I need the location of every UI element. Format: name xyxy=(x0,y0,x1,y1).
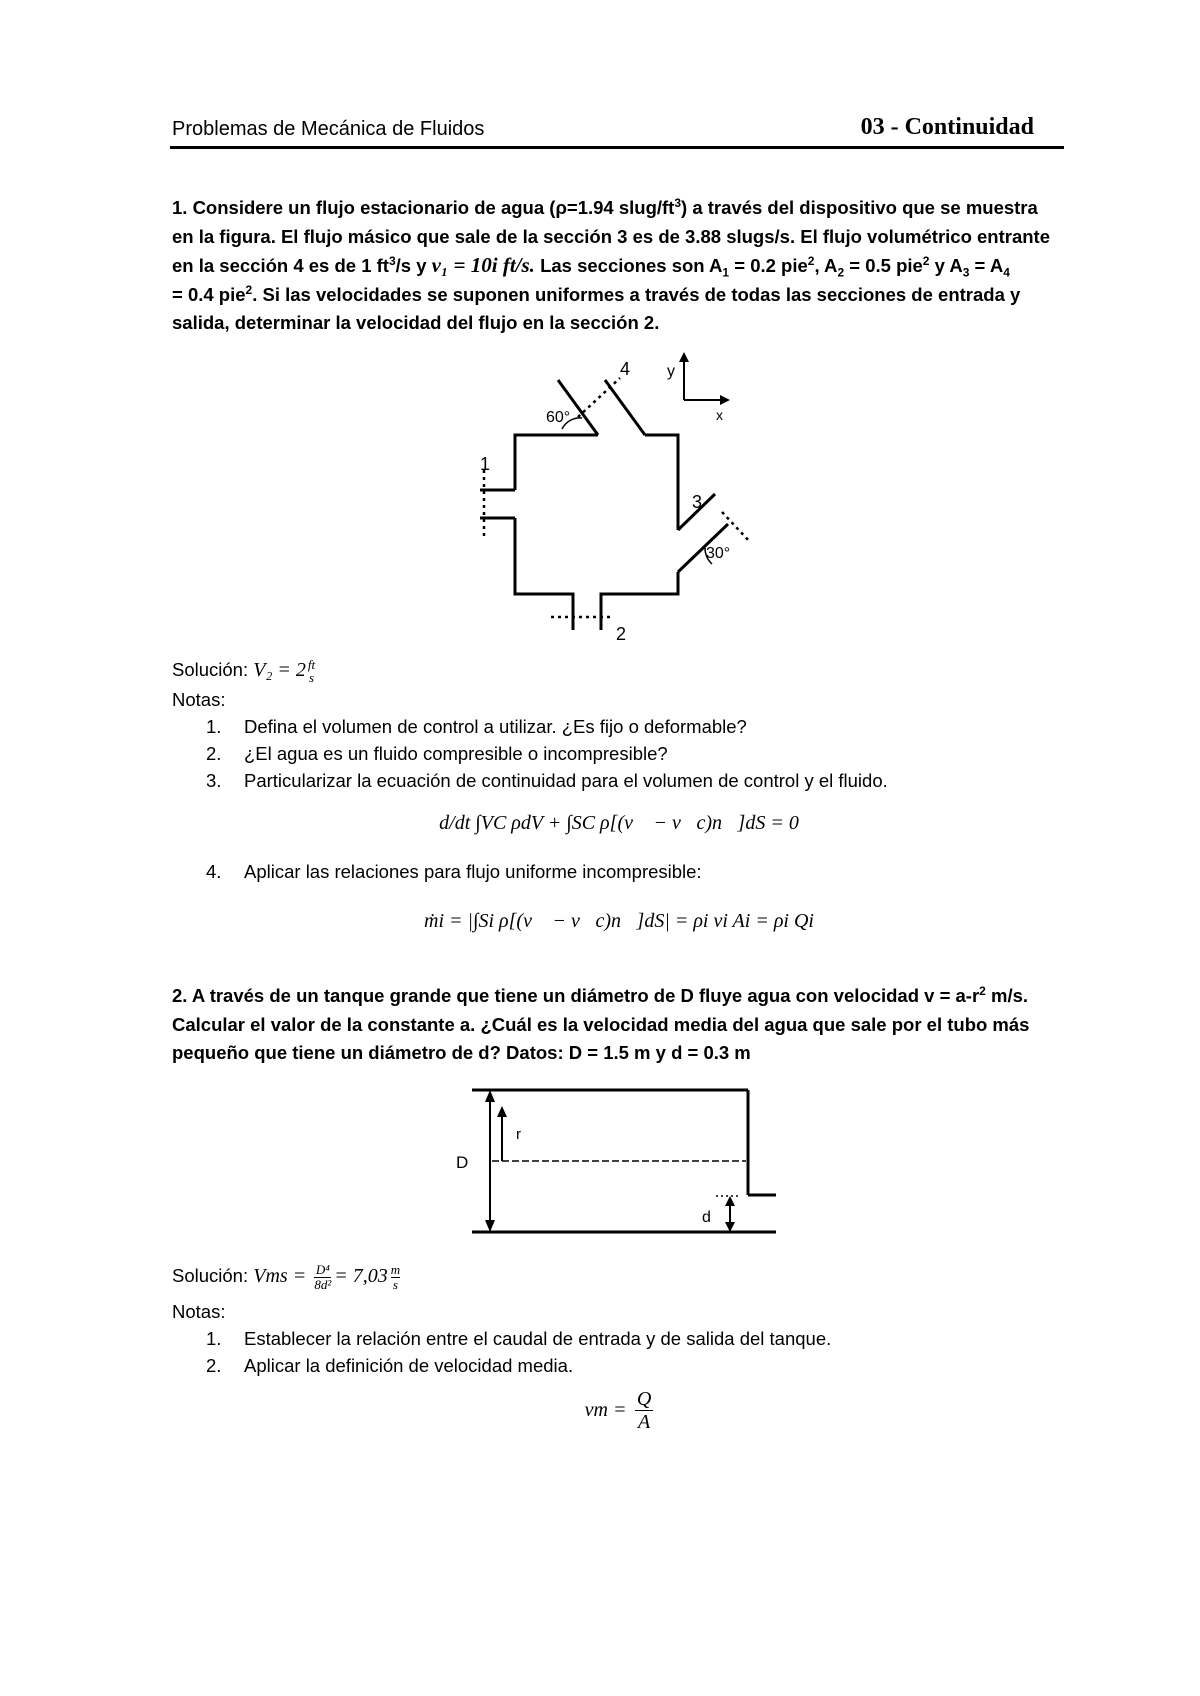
problem-1-notes-list xyxy=(172,713,1066,794)
list-item: 2. Aplicar la definición de velocidad media. xyxy=(206,1355,574,1376)
problem-1-line-4: = 0.4 pie$^2$. Si las velocidades se suponen uniformes a través de todas las secciones de entrada y xyxy=(172,282,1021,305)
problem-1-line-5: salida, determinar la velocidad del flujo en la sección 2. xyxy=(172,312,660,333)
section-3-label: 3 xyxy=(692,492,703,512)
list-item: 4. Aplicar las relaciones para flujo uniforme incompresible: xyxy=(206,861,702,882)
body-top-left-wall xyxy=(515,435,598,490)
problem-1-line-2: en la figura. El flujo másico que sale de la sección 3 es de 3.88 slugs/s. El flujo volumétrico entrante xyxy=(172,225,1051,247)
x-axis-arrow-icon xyxy=(720,395,730,405)
problem-2-line-3: pequeño que tiene un diámetro de d? Datos: D = 1.5 m y d = 0.3 m xyxy=(172,1042,751,1063)
section-2-label: 2 xyxy=(616,624,627,644)
section-1-label: 1 xyxy=(480,454,491,474)
problem-2-notes-list xyxy=(172,1325,1066,1379)
section-4-label: 4 xyxy=(620,359,631,379)
mean-velocity-equation: vm = $\frac{Q}{A}$ xyxy=(584,1388,652,1433)
header-divider xyxy=(170,146,1064,149)
angle-30-label: 30° xyxy=(706,545,731,562)
body-bottom-left-wall xyxy=(515,518,573,630)
problem-1-line-3: en la sección 4 es de 1 $ft^3/s$ y v₁ = 10i ft/s. Las secciones son $A_1 = 0.2$ pie$^2$, $A_2 = 0.5$ pie$^2$ y $A_3 = A_4$ xyxy=(172,253,1010,280)
problem-1-solution: Solución: V₂ = 2 ft s xyxy=(172,657,316,686)
angle-60-label: 60° xyxy=(546,409,571,426)
problem-2-notes-label: Notas: xyxy=(172,1301,226,1322)
dimension-arrow-down-icon xyxy=(485,1220,495,1232)
dimension-arrow-up-icon xyxy=(485,1090,495,1102)
radius-arrow-icon xyxy=(497,1106,507,1117)
list-item: 1. Defina el volumen de control a utilizar. ¿Es fijo o deformable? xyxy=(206,716,747,737)
problem-2-statement xyxy=(172,982,1066,1068)
y-axis-arrow-icon xyxy=(679,352,689,362)
header-left-title: Problemas de Mecánica de Fluidos xyxy=(172,118,485,140)
velocity-v1-expression: v₁ = 10i ft/s. xyxy=(431,253,535,277)
device-figure xyxy=(460,352,790,652)
mass-flow-equation: ṁi = |∫Si ρ[(v⃗ − v⃗c)n⃗]dS| = ρi vi Ai = ρi Qi xyxy=(424,910,814,932)
problem-1-statement xyxy=(172,194,1066,338)
header-right-title: 03 - Continuidad xyxy=(860,114,1034,140)
list-item: 3. Particularizar la ecuación de continuidad para el volumen de control y el fluido. xyxy=(206,770,888,791)
axis-y-label: y xyxy=(667,363,675,380)
diameter-d-label: d xyxy=(702,1209,711,1226)
body-bottom-right-wall xyxy=(601,572,678,630)
diameter-D-label: D xyxy=(456,1153,469,1172)
list-item: 2. ¿El agua es un fluido compresible o incompresible? xyxy=(206,743,668,764)
problem-2-solution: Solución: Vms = $\frac{\text{D⁴}}{\text{8d²}}$ = 7,03 $\frac{m}{s}$ xyxy=(172,1261,401,1292)
problem-1-notes-label: Notas: xyxy=(172,689,226,710)
continuity-equation: d/dt ∫VC ρdV + ∫SC ρ[(v⃗ − v⃗c)n⃗]dS = 0 xyxy=(439,812,799,834)
problem-1-notes-list-2 xyxy=(172,858,1066,885)
tank-figure xyxy=(440,1080,780,1240)
list-item: 1. Establecer la relación entre el caudal de entrada y de salida del tanque. xyxy=(206,1328,832,1349)
axis-x-label: x xyxy=(716,407,723,423)
body-top-right-wall xyxy=(645,435,678,530)
problem-1-line-1: 1. Considere un flujo estacionario de agua (ρ=1.94 slug/$ft^3$) a través del dispositivo que se muestra xyxy=(172,195,1038,218)
radius-r-label: r xyxy=(516,1126,521,1143)
problem-2-line-1: 2. A través de un tanque grande que tiene un diámetro de D fluye agua con velocidad $v = a-r^2$ m/s. xyxy=(172,983,1029,1006)
small-dimension-arrow-up-icon xyxy=(725,1196,735,1206)
problem-2-line-2: Calcular el valor de la constante a. ¿Cuál es la velocidad media del agua que sale por el tubo más xyxy=(172,1013,1030,1035)
